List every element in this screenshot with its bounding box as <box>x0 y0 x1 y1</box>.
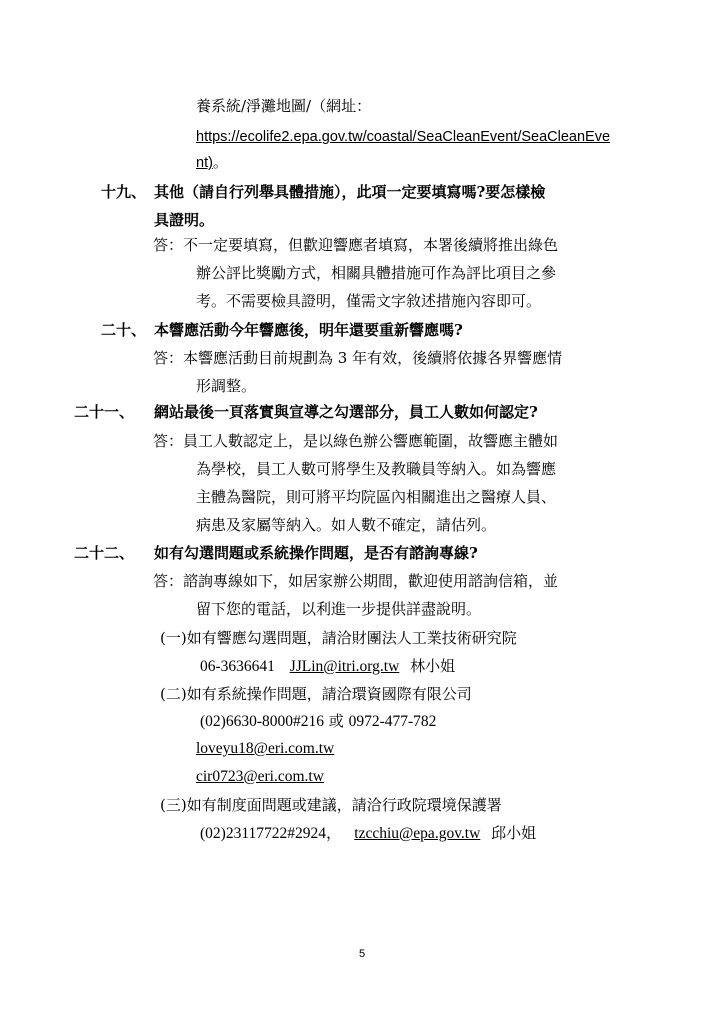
contact-line <box>200 823 536 844</box>
answer-text: 答：諮詢專線如下，如居家辦公期間，歡迎使用諮詢信箱，並 <box>153 572 559 590</box>
answer-text: 答：本響應活動目前規劃為 3 年有效，後續將依據各界響應情 <box>153 349 563 367</box>
answer-text: 形調整。 <box>196 377 257 395</box>
contact-email-link[interactable]: JJLin@itri.org.tw <box>289 658 400 675</box>
contact-email-link[interactable]: loveyu18@eri.com.tw <box>196 740 335 757</box>
question-number: 二十一、 <box>74 403 135 421</box>
answer-text: 留下您的電話，以利進一步提供詳盡說明。 <box>196 600 482 618</box>
text-line: 養系統/淨灘地圖/（網址： <box>196 97 372 115</box>
contact-name: 邱小姐 <box>491 824 537 842</box>
page-number: 5 <box>358 948 366 960</box>
contact-email-link[interactable]: tzcchiu@epa.gov.tw <box>354 825 481 842</box>
contact-heading: (三)如有制度面問題或建議，請洽行政院環境保護署 <box>160 796 502 814</box>
contact-heading: (一)如有響應勾選問題，請洽財團法人工業技術研究院 <box>160 629 517 647</box>
contact-mobile: 0972-477-782 <box>348 713 437 730</box>
answer-text: 為學校，員工人數可將學生及教職員等納入。如為響應 <box>196 460 557 478</box>
answer-text: 答：不一定要填寫，但歡迎響應者填寫，本署後續將推出綠色 <box>153 236 559 254</box>
answer-text: 辦公評比獎勵方式，相關具體措施可作為評比項目之參 <box>196 264 557 282</box>
url-link-part1[interactable]: https://ecolife2.epa.gov.tw/coastal/SeaCleanEvent/SeaCleanEve <box>196 129 611 145</box>
question-number: 十九、 <box>101 183 147 201</box>
question-text: 本響應活動今年響應後，明年還要重新響應嗎? <box>154 321 463 339</box>
contact-email-link[interactable]: cir0723@eri.com.tw <box>196 768 324 785</box>
question-number: 二十二、 <box>74 544 135 562</box>
answer-text: 病患及家屬等納入。如人數不確定，請估列。 <box>196 516 497 534</box>
contact-line <box>196 767 324 787</box>
question-text: 如有勾選問題或系統操作問題，是否有諮詢專線? <box>154 544 478 562</box>
conjunction: 或 <box>328 712 344 730</box>
contact-line <box>200 656 455 677</box>
text-line <box>196 152 228 173</box>
contact-heading: (二)如有系統操作問題，請洽環資國際有限公司 <box>160 685 472 703</box>
contact-phone: (02)23117722#2924， <box>200 825 342 842</box>
punctuation: 。 <box>212 153 228 171</box>
contact-phone: (02)6630-8000#216 <box>200 713 324 730</box>
contact-line <box>196 739 334 759</box>
question-text: 其他（請自行列舉具體措施），此項一定要填寫嗎?要怎樣檢 <box>154 183 546 201</box>
contact-phone: 06-3636641 <box>200 658 275 675</box>
contact-line <box>200 711 436 732</box>
url-line <box>196 127 610 147</box>
contact-name: 林小姐 <box>410 657 456 675</box>
answer-text: 主體為醫院，則可將平均院區內相關進出之醫療人員、 <box>196 488 557 506</box>
answer-text: 答：員工人數認定上，是以綠色辦公響應範圍，故響應主體如 <box>153 432 559 450</box>
question-text: 具證明。 <box>154 211 215 229</box>
question-text: 網站最後一頁落實與宣導之勾選部分，員工人數如何認定? <box>154 403 538 421</box>
question-number: 二十、 <box>101 321 147 339</box>
url-link-part2[interactable]: nt) <box>196 155 213 171</box>
answer-text: 考。不需要檢具證明，僅需文字敘述措施內容即可。 <box>196 292 542 310</box>
